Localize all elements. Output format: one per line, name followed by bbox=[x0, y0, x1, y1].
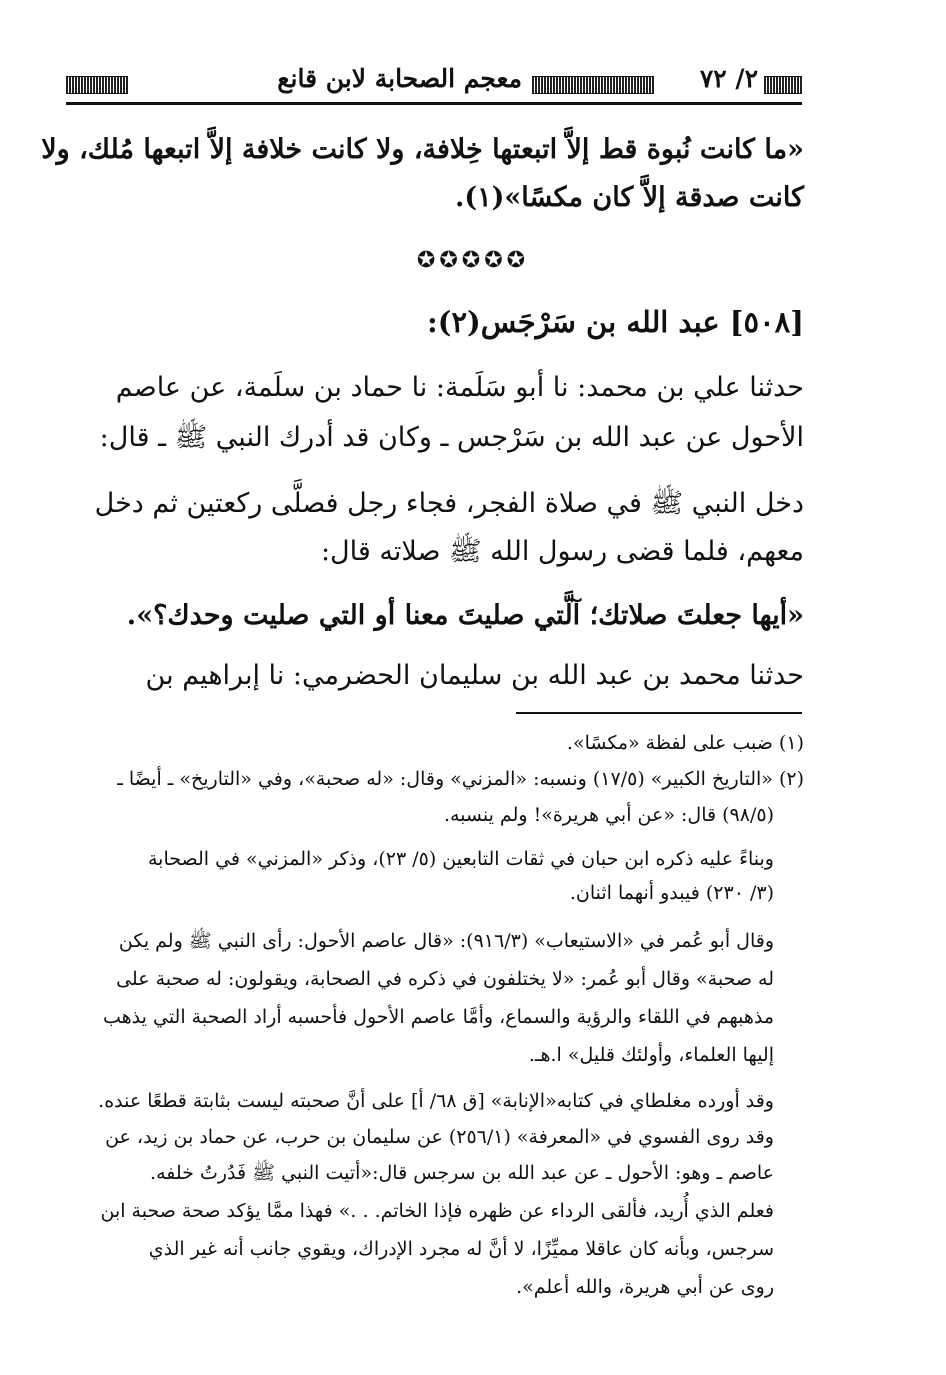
book-title: معجم الصحابة لابن قانع bbox=[277, 64, 522, 93]
header-rule bbox=[66, 102, 802, 105]
footnote-2-line-9: وقد أورده مغلطاي في كتابه«الإنابة» [ق ٦٨/ أ] على أنَّ صحبته ليست بثابتة قطعًا عنده. bbox=[98, 1090, 774, 1112]
quote-line-2: كانت صدقة إلاَّ كان مكسًا»(١). bbox=[454, 182, 804, 213]
header-ornament-right bbox=[764, 76, 802, 94]
footnote-2-line-1: (٢) «التاريخ الكبير» (١٧/٥) ونسبه: «المزني» وقال: «له صحبة»، وفي «التاريخ» ـ أيضًا ـ bbox=[117, 768, 804, 790]
header-ornament-middle bbox=[532, 76, 654, 94]
entry-heading: [٥٠٨] عبد الله بن سَرْجَس(٢): bbox=[427, 305, 804, 339]
section-separator: ✪✪✪✪✪ bbox=[416, 248, 530, 273]
paragraph-line-3: دخل النبي ﷺ في صلاة الفجر، فجاء رجل فصلَّى ركعتين ثم دخل bbox=[94, 488, 804, 519]
footnote-2-line-3: وبناءً عليه ذكره ابن حبان في ثقات التابعين (٥/ ٢٣)، وذكر «المزني» في الصحابة bbox=[147, 848, 774, 870]
footnote-2-line-14: روى عن أبي هريرة، والله أعلم». bbox=[516, 1276, 774, 1298]
quote-line-1: «ما كانت نُبوة قط إلاَّ اتبعتها خِلافة، ولا كانت خلافة إلاَّ اتبعها مُلك، ولا bbox=[41, 134, 804, 165]
footnote-2-line-11: عاصم ـ وهو: الأحول ـ عن عبد الله بن سرجس قال:«أتيت النبي ﷺ فَدُرتُ خلفه. bbox=[150, 1162, 774, 1184]
footnote-2-line-6: له صحبة» وقال أبو عُمر: «لا يختلفون في ذكره في الصحابة، ويقولون: له صحبة على bbox=[116, 968, 774, 990]
footnote-2-line-8: إليها العلماء، وأولئك قليل» ا.هـ. bbox=[528, 1044, 774, 1066]
footnote-2-line-7: مذهبهم في اللقاء والرؤية والسماع، وأمَّا عاصم الأحول فأحسبه أراد الصحبة التي يذهب bbox=[103, 1006, 774, 1028]
page-number: ٢/ ٧٢ bbox=[699, 64, 758, 93]
paragraph-line-6: حدثنا محمد بن عبد الله بن سليمان الحضرمي: نا إبراهيم بن bbox=[145, 660, 804, 691]
paragraph-line-1: حدثنا علي بن محمد: نا أبو سَلَمة: نا حماد بن سلَمة، عن عاصم bbox=[115, 372, 804, 403]
hadith-text: «أيها جعلتَ صلاتك؛ آلَّتي صليتَ معنا أو التي صليت وحدك؟». bbox=[126, 600, 804, 631]
header-ornament-left bbox=[66, 76, 128, 94]
footnote-2-line-13: سرجس، وبأنه كان عاقلا مميِّزًا، لا أنَّ له مجرد الإدراك، ويقوي جانب أنه غير الذي bbox=[148, 1238, 774, 1260]
footnote-2-line-10: وقد روى الفسوي في «المعرفة» (٢٥٦/١) عن سليمان بن حرب، عن حماد بن زيد، عن bbox=[105, 1126, 774, 1148]
footnote-2-line-4: (٣/ ٢٣٠) فيبدو أنهما اثنان. bbox=[569, 882, 774, 904]
running-header bbox=[66, 62, 802, 106]
footnote-separator bbox=[516, 712, 802, 714]
footnote-2-line-5: وقال أبو عُمر في «الاستيعاب» (٩١٦/٣): «قال عاصم الأحول: رأى النبي ﷺ ولم يكن bbox=[118, 930, 774, 952]
footnote-2-line-12: فعلم الذي أُريد، فألقى الرداء عن ظهره فإذا الخاتم. . .» فهذا ممَّا يؤكد صحة صحبة ابن bbox=[100, 1200, 774, 1222]
footnote-1: (١) ضبب على لفظة «مكسًا». bbox=[566, 732, 804, 754]
footnote-2-line-2: (٩٨/٥) قال: «عن أبي هريرة»! ولم ينسبه. bbox=[443, 804, 774, 826]
paragraph-line-4: معهم، فلما قضى رسول الله ﷺ صلاته قال: bbox=[320, 536, 804, 567]
paragraph-line-2: الأحول عن عبد الله بن سَرْجس ـ وكان قد أدرك النبي ﷺ ـ قال: bbox=[99, 422, 804, 453]
